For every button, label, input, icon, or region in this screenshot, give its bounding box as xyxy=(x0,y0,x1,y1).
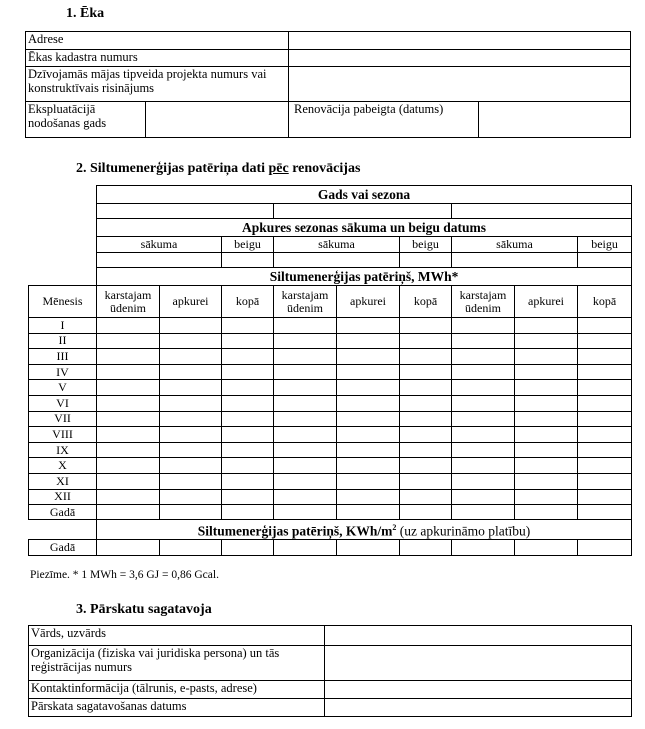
section-3-title: 3. Pārskatu sagatavoja xyxy=(76,602,212,617)
section-2-title xyxy=(76,161,360,177)
cell[interactable] xyxy=(400,442,452,458)
cell[interactable] xyxy=(452,318,515,334)
year-total-label: Gadā xyxy=(29,505,97,520)
cell[interactable] xyxy=(222,458,274,474)
end-value-2[interactable] xyxy=(400,253,452,268)
cell[interactable] xyxy=(578,349,632,365)
start-value-1[interactable] xyxy=(97,253,222,268)
cell[interactable] xyxy=(337,395,400,411)
footnote: Piezīme. * 1 MWh = 3,6 GJ = 0,86 Gcal. xyxy=(30,569,219,581)
cell[interactable] xyxy=(160,442,222,458)
month-row xyxy=(29,427,632,443)
cell[interactable] xyxy=(222,489,274,505)
cell[interactable] xyxy=(160,349,222,365)
cell[interactable] xyxy=(515,411,578,427)
cell[interactable] xyxy=(160,540,222,556)
cell[interactable] xyxy=(97,364,160,380)
cell[interactable] xyxy=(578,333,632,349)
cell[interactable] xyxy=(452,458,515,474)
cell[interactable] xyxy=(160,489,222,505)
cell[interactable] xyxy=(400,349,452,365)
month-row xyxy=(29,333,632,349)
cell[interactable] xyxy=(337,411,400,427)
hot-water-header-1: karstajam ūdenim xyxy=(97,286,160,318)
contact-value[interactable] xyxy=(325,681,632,699)
total-header-1: kopā xyxy=(222,286,274,318)
start-value-3[interactable] xyxy=(452,253,578,268)
org-label: Organizācija (fiziska vai juridiska persona) un tās reģistrācijas numurs xyxy=(29,646,325,681)
month-row xyxy=(29,489,632,505)
project-value[interactable] xyxy=(289,67,631,102)
cell[interactable] xyxy=(515,427,578,443)
cell[interactable] xyxy=(452,349,515,365)
cell[interactable] xyxy=(452,380,515,396)
month-label: VII xyxy=(29,411,97,427)
cell[interactable] xyxy=(452,489,515,505)
heating-header-2: apkurei xyxy=(337,286,400,318)
cell[interactable] xyxy=(515,333,578,349)
end-label-2: beigu xyxy=(400,237,452,253)
cell[interactable] xyxy=(515,364,578,380)
cell[interactable] xyxy=(515,395,578,411)
title-part-underlined: pēc xyxy=(268,161,289,176)
month-row xyxy=(29,458,632,474)
cell[interactable] xyxy=(274,427,337,443)
cell[interactable] xyxy=(337,473,400,489)
cadastre-label: Ēkas kadastra numurs xyxy=(26,50,289,67)
month-row xyxy=(29,349,632,365)
cell[interactable] xyxy=(515,380,578,396)
cell[interactable] xyxy=(337,442,400,458)
month-rows xyxy=(29,318,632,505)
cell[interactable] xyxy=(578,411,632,427)
kwh-sup: 2 xyxy=(392,523,397,533)
project-label: Dzīvojamās mājas tipveida projekta numurs vai konstruktīvais risinājums xyxy=(26,67,289,102)
name-label: Vārds, uzvārds xyxy=(29,626,325,646)
cell[interactable] xyxy=(222,333,274,349)
cell[interactable] xyxy=(515,540,578,556)
cell[interactable] xyxy=(97,442,160,458)
month-row xyxy=(29,442,632,458)
month-label: X xyxy=(29,458,97,474)
cell[interactable] xyxy=(222,318,274,334)
cell[interactable] xyxy=(160,333,222,349)
cell[interactable] xyxy=(274,540,337,556)
cell[interactable] xyxy=(274,411,337,427)
cell[interactable] xyxy=(578,473,632,489)
month-label: IV xyxy=(29,364,97,380)
heating-header-3: apkurei xyxy=(515,286,578,318)
consumption-kwh-header xyxy=(97,520,632,540)
title-part-b: renovācijas xyxy=(288,161,361,176)
month-row xyxy=(29,364,632,380)
contact-label: Kontaktinformācija (tālrunis, e-pasts, adrese) xyxy=(29,681,325,699)
cell[interactable] xyxy=(274,380,337,396)
year-total-label-2: Gadā xyxy=(29,540,97,556)
month-label: III xyxy=(29,349,97,365)
cell[interactable] xyxy=(160,505,222,520)
cell[interactable] xyxy=(578,318,632,334)
cell[interactable] xyxy=(578,395,632,411)
cell[interactable] xyxy=(274,505,337,520)
cell[interactable] xyxy=(515,505,578,520)
heating-dates-header: Apkures sezonas sākuma un beigu datums xyxy=(97,219,632,237)
cell[interactable] xyxy=(400,458,452,474)
cell[interactable] xyxy=(400,395,452,411)
cell[interactable] xyxy=(160,473,222,489)
cell[interactable] xyxy=(400,473,452,489)
cell[interactable] xyxy=(274,489,337,505)
month-row xyxy=(29,380,632,396)
cell[interactable] xyxy=(515,473,578,489)
cell[interactable] xyxy=(515,318,578,334)
address-value[interactable] xyxy=(289,32,631,50)
cell[interactable] xyxy=(337,380,400,396)
cell[interactable] xyxy=(97,458,160,474)
cell[interactable] xyxy=(274,473,337,489)
building-table xyxy=(25,31,631,138)
cell[interactable] xyxy=(97,395,160,411)
renovation-value[interactable] xyxy=(479,102,631,138)
cell[interactable] xyxy=(222,364,274,380)
cell[interactable] xyxy=(400,540,452,556)
cell[interactable] xyxy=(160,318,222,334)
month-label: IX xyxy=(29,442,97,458)
blank-corner xyxy=(29,186,97,237)
cell[interactable] xyxy=(222,380,274,396)
month-label: VI xyxy=(29,395,97,411)
cell[interactable] xyxy=(337,458,400,474)
cell[interactable] xyxy=(452,411,515,427)
cell[interactable] xyxy=(578,505,632,520)
title-part-a: 2. Siltumenerģijas patēriņa dati xyxy=(76,161,269,176)
end-label-1: beigu xyxy=(222,237,274,253)
season-3-value[interactable] xyxy=(452,204,632,219)
cell[interactable] xyxy=(452,505,515,520)
cell[interactable] xyxy=(97,318,160,334)
month-label: V xyxy=(29,380,97,396)
cell[interactable] xyxy=(337,427,400,443)
cell[interactable] xyxy=(578,540,632,556)
cell[interactable] xyxy=(337,489,400,505)
month-label: I xyxy=(29,318,97,334)
season-2-value[interactable] xyxy=(274,204,452,219)
cell[interactable] xyxy=(160,364,222,380)
cell[interactable] xyxy=(274,458,337,474)
cell[interactable] xyxy=(274,442,337,458)
cell[interactable] xyxy=(400,318,452,334)
end-label-3: beigu xyxy=(578,237,632,253)
cadastre-value[interactable] xyxy=(289,50,631,67)
cell[interactable] xyxy=(400,380,452,396)
cell[interactable] xyxy=(274,395,337,411)
cell[interactable] xyxy=(400,427,452,443)
cell[interactable] xyxy=(222,540,274,556)
consumption-mwh-header: Siltumenerģijas patēriņš, MWh* xyxy=(97,268,632,286)
cell[interactable] xyxy=(578,427,632,443)
cell[interactable] xyxy=(337,349,400,365)
cell[interactable] xyxy=(578,364,632,380)
cell[interactable] xyxy=(160,380,222,396)
consumption-table xyxy=(28,185,632,556)
blank-corner-2 xyxy=(29,237,97,286)
address-label: Adrese xyxy=(26,32,289,50)
kwh-title: Siltumenerģijas patēriņš, KWh/m xyxy=(197,523,393,539)
cell[interactable] xyxy=(578,458,632,474)
cell[interactable] xyxy=(400,333,452,349)
cell[interactable] xyxy=(452,427,515,443)
cell[interactable] xyxy=(515,458,578,474)
month-row xyxy=(29,318,632,334)
cell[interactable] xyxy=(578,489,632,505)
cell[interactable] xyxy=(452,540,515,556)
start-label-3: sākuma xyxy=(452,237,578,253)
cell[interactable] xyxy=(400,489,452,505)
preparer-table xyxy=(28,625,632,717)
cell[interactable] xyxy=(515,489,578,505)
cell[interactable] xyxy=(274,318,337,334)
hot-water-header-2: karstajam ūdenim xyxy=(274,286,337,318)
cell[interactable] xyxy=(97,505,160,520)
cell[interactable] xyxy=(97,411,160,427)
cell[interactable] xyxy=(400,411,452,427)
cell[interactable] xyxy=(160,458,222,474)
cell[interactable] xyxy=(452,364,515,380)
date-label: Pārskata sagatavošanas datums xyxy=(29,699,325,717)
org-value[interactable] xyxy=(325,646,632,681)
cell[interactable] xyxy=(337,333,400,349)
cell[interactable] xyxy=(160,411,222,427)
month-label: XII xyxy=(29,489,97,505)
cell[interactable] xyxy=(578,380,632,396)
cell[interactable] xyxy=(97,473,160,489)
start-value-2[interactable] xyxy=(274,253,400,268)
cell[interactable] xyxy=(452,473,515,489)
month-label: VIII xyxy=(29,427,97,443)
cell[interactable] xyxy=(97,333,160,349)
cell[interactable] xyxy=(222,411,274,427)
cell[interactable] xyxy=(337,364,400,380)
start-label-1: sākuma xyxy=(97,237,222,253)
month-row xyxy=(29,411,632,427)
season-1-value[interactable] xyxy=(97,204,274,219)
cell[interactable] xyxy=(160,427,222,443)
cell[interactable] xyxy=(222,427,274,443)
month-label: XI xyxy=(29,473,97,489)
total-header-2: kopā xyxy=(400,286,452,318)
cell[interactable] xyxy=(337,540,400,556)
kwh-rest: (uz apkurināmo platību) xyxy=(396,523,531,539)
total-header-3: kopā xyxy=(578,286,632,318)
cell[interactable] xyxy=(400,505,452,520)
date-value[interactable] xyxy=(325,699,632,717)
cell[interactable] xyxy=(578,442,632,458)
month-label: II xyxy=(29,333,97,349)
cell[interactable] xyxy=(222,505,274,520)
heating-header-1: apkurei xyxy=(160,286,222,318)
cell[interactable] xyxy=(97,540,160,556)
cell[interactable] xyxy=(222,395,274,411)
month-row xyxy=(29,395,632,411)
cell[interactable] xyxy=(97,349,160,365)
month-header: Mēnesis xyxy=(29,286,97,318)
renovation-label: Renovācija pabeigta (datums) xyxy=(289,102,479,138)
cell[interactable] xyxy=(222,442,274,458)
cell[interactable] xyxy=(97,427,160,443)
end-value-1[interactable] xyxy=(222,253,274,268)
start-label-2: sākuma xyxy=(274,237,400,253)
hot-water-header-3: karstajam ūdenim xyxy=(452,286,515,318)
blank-corner-3 xyxy=(29,520,97,540)
cell[interactable] xyxy=(452,442,515,458)
cell[interactable] xyxy=(400,364,452,380)
year-season-header: Gads vai sezona xyxy=(97,186,632,204)
cell[interactable] xyxy=(222,473,274,489)
cell[interactable] xyxy=(274,364,337,380)
commission-label: Ekspluatācijā nodošanas gads xyxy=(26,102,146,138)
cell[interactable] xyxy=(274,333,337,349)
month-row xyxy=(29,473,632,489)
cell[interactable] xyxy=(337,505,400,520)
cell[interactable] xyxy=(515,442,578,458)
cell[interactable] xyxy=(160,395,222,411)
cell[interactable] xyxy=(222,349,274,365)
section-1-title: 1. Ēka xyxy=(66,6,105,21)
cell[interactable] xyxy=(452,395,515,411)
end-value-3[interactable] xyxy=(578,253,632,268)
name-value[interactable] xyxy=(325,626,632,646)
cell[interactable] xyxy=(97,380,160,396)
cell[interactable] xyxy=(515,349,578,365)
cell[interactable] xyxy=(274,349,337,365)
commission-value[interactable] xyxy=(146,102,289,138)
cell[interactable] xyxy=(452,333,515,349)
cell[interactable] xyxy=(337,318,400,334)
cell[interactable] xyxy=(97,489,160,505)
